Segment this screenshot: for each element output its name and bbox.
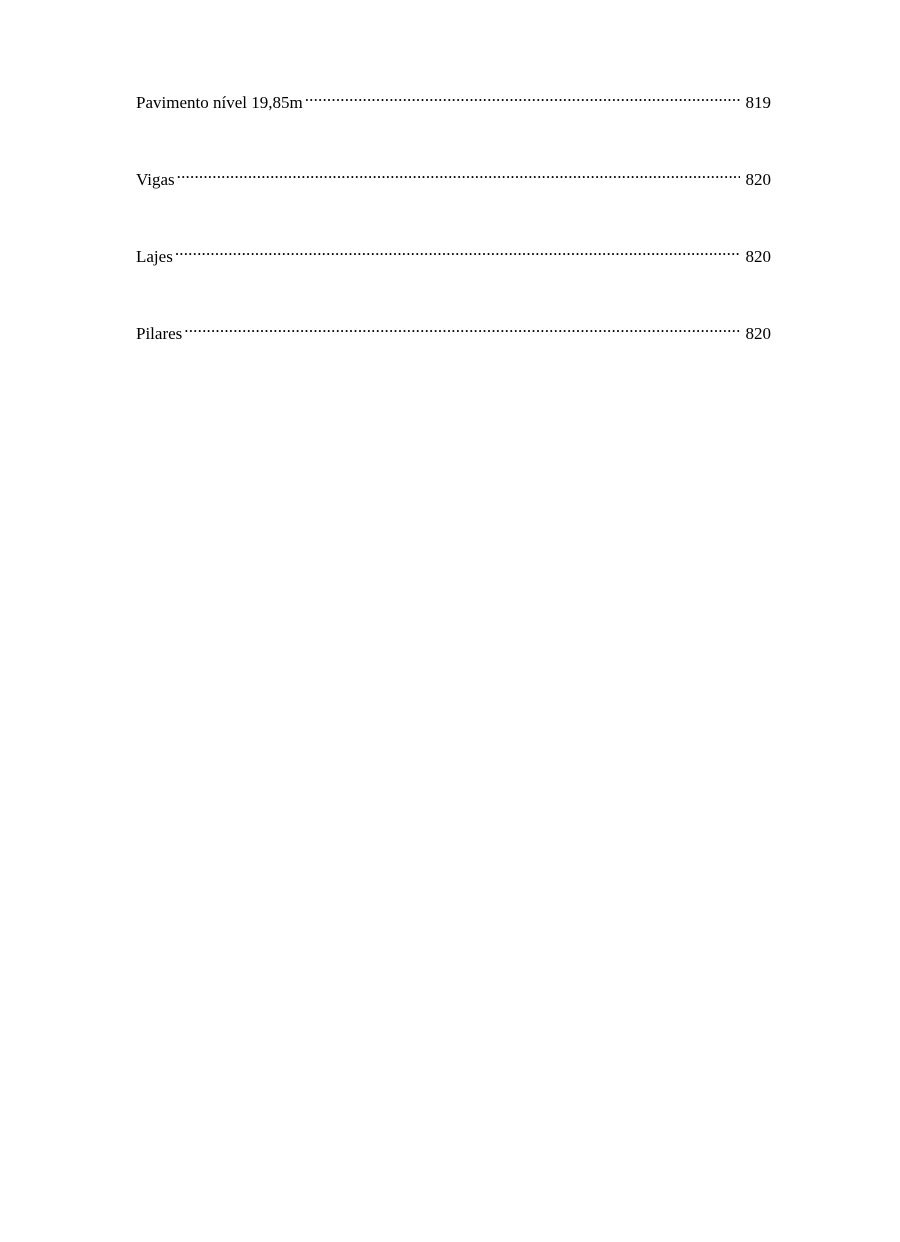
toc-entry-label: Pavimento nível 19,85m xyxy=(136,93,303,112)
toc-page-number: 820 xyxy=(745,247,771,266)
toc-entry-label: Vigas xyxy=(136,170,175,189)
toc-entry-label: Lajes xyxy=(136,247,173,266)
toc-page-number: 819 xyxy=(745,93,771,112)
toc-dot-leader xyxy=(177,161,740,185)
toc-page-number: 820 xyxy=(745,170,771,189)
toc-entry-label: Pilares xyxy=(136,324,183,343)
toc-dot-leader xyxy=(175,238,740,262)
toc-entry-vigas[interactable] xyxy=(136,161,771,189)
toc-entry-pilares[interactable] xyxy=(136,315,771,343)
toc-page-number: 820 xyxy=(745,324,771,343)
toc-entry-lajes[interactable] xyxy=(136,238,771,266)
toc-dot-leader xyxy=(305,84,740,108)
toc-entry-pavimento[interactable] xyxy=(136,84,771,112)
toc-dot-leader xyxy=(184,315,739,339)
table-of-contents xyxy=(136,84,771,392)
